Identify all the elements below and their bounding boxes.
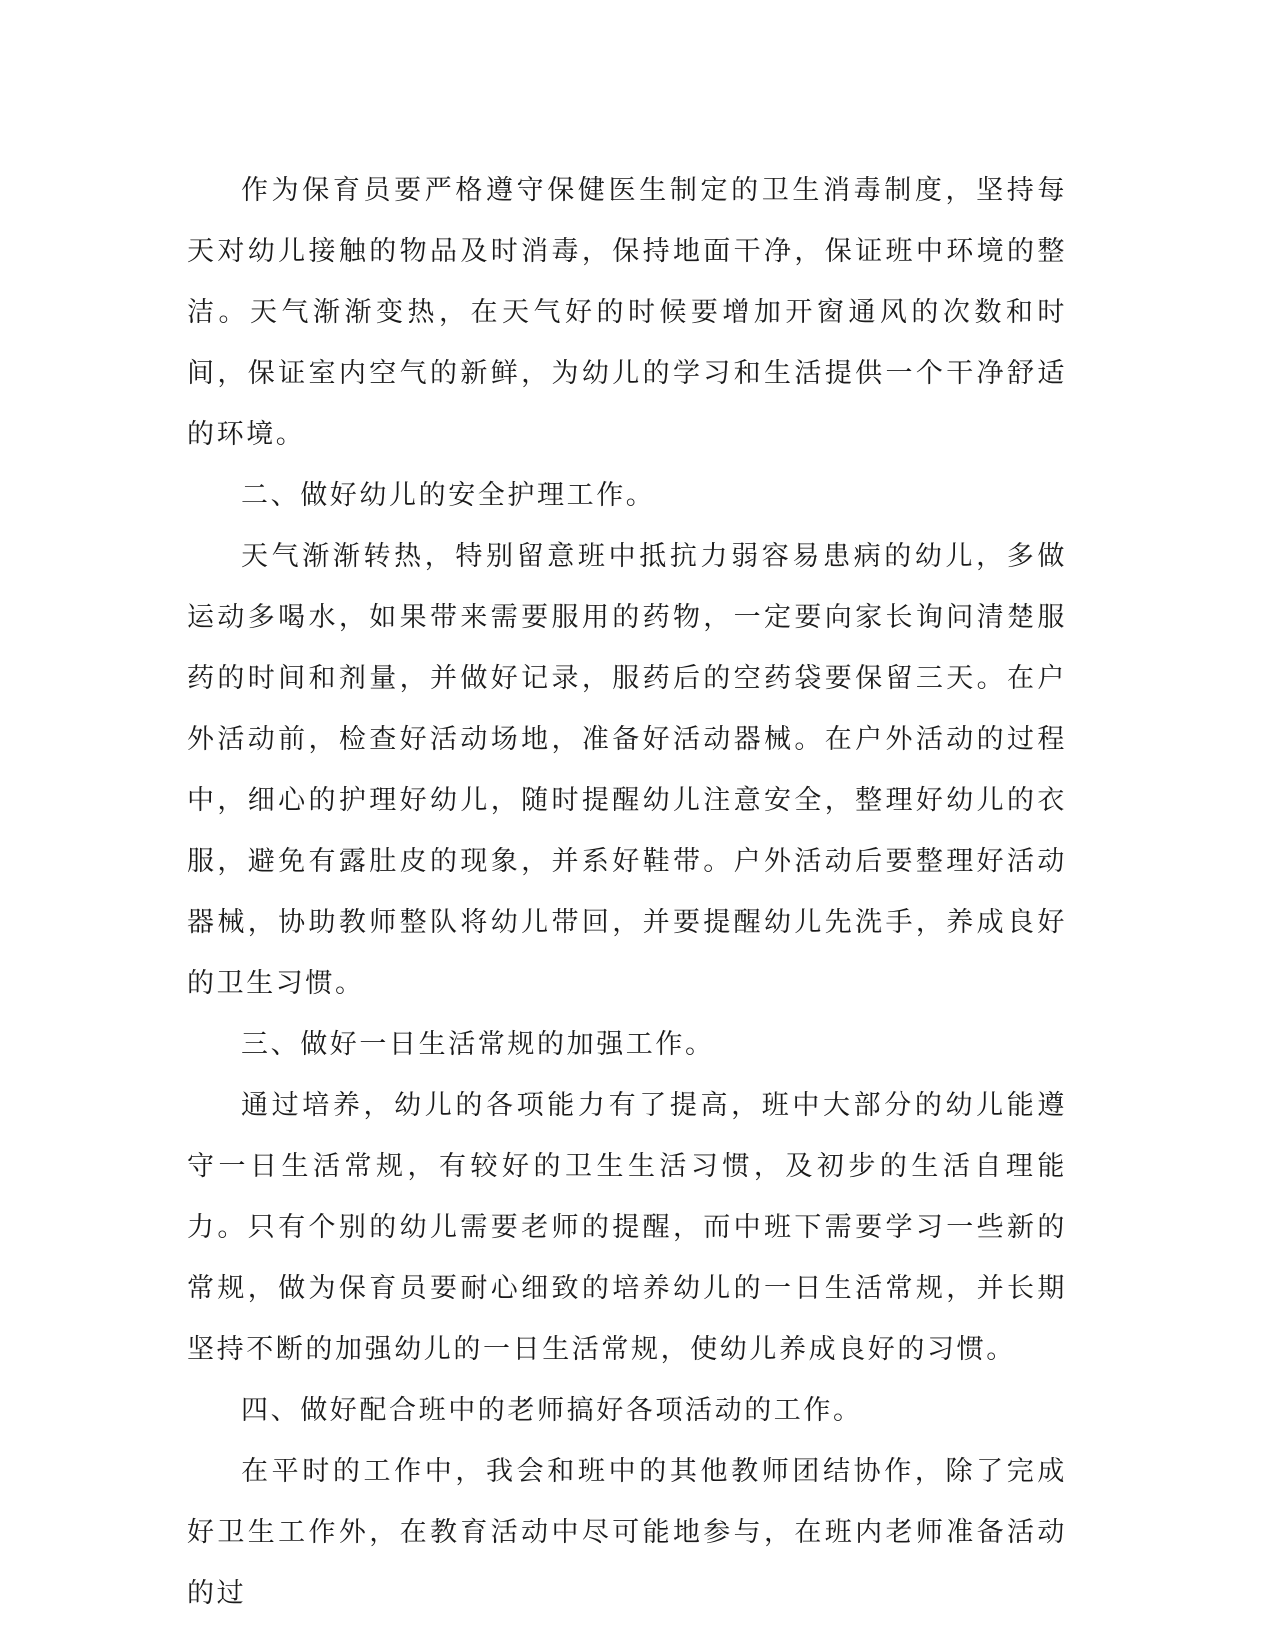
paragraph-hygiene: 作为保育员要严格遵守保健医生制定的卫生消毒制度，坚持每天对幼儿接触的物品及时消毒，保持地面干净，保证班中环境的整洁。天气渐渐变热，在天气好的时候要增加开窗通风的次数和时间，保证室内空气的新鲜，为幼儿的学习和生活提供一个干净舒适的环境。 — [187, 175, 1067, 450]
section-heading-daily-routine: 三、做好一日生活常规的加强工作。 — [241, 1029, 715, 1060]
document-body — [187, 160, 1067, 1624]
section-heading-safety: 二、做好幼儿的安全护理工作。 — [241, 480, 656, 511]
section-heading-cooperation: 四、做好配合班中的老师搞好各项活动的工作。 — [241, 1395, 863, 1426]
paragraph-cooperation: 在平时的工作中，我会和班中的其他教师团结协作，除了完成好卫生工作外，在教育活动中尽可能地参与，在班内老师准备活动的过 — [187, 1456, 1067, 1609]
paragraph-daily-routine: 通过培养，幼儿的各项能力有了提高，班中大部分的幼儿能遵守一日生活常规，有较好的卫生生活习惯，及初步的生活自理能力。只有个别的幼儿需要老师的提醒，而中班下需要学习一些新的常规，做为保育员要耐心细致的培养幼儿的一日生活常规，并长期坚持不断的加强幼儿的一日生活常规，使幼儿养成良好的习惯。 — [187, 1090, 1067, 1365]
paragraph-safety: 天气渐渐转热，特别留意班中抵抗力弱容易患病的幼儿，多做运动多喝水，如果带来需要服用的药物，一定要向家长询问清楚服药的时间和剂量，并做好记录，服药后的空药袋要保留三天。在户外活动前，检查好活动场地，准备好活动器械。在户外活动的过程中，细心的护理好幼儿，随时提醒幼儿注意安全，整理好幼儿的衣服，避免有露肚皮的现象，并系好鞋带。户外活动后要整理好活动器械，协助教师整队将幼儿带回，并要提醒幼儿先洗手，养成良好的卫生习惯。 — [187, 541, 1067, 999]
